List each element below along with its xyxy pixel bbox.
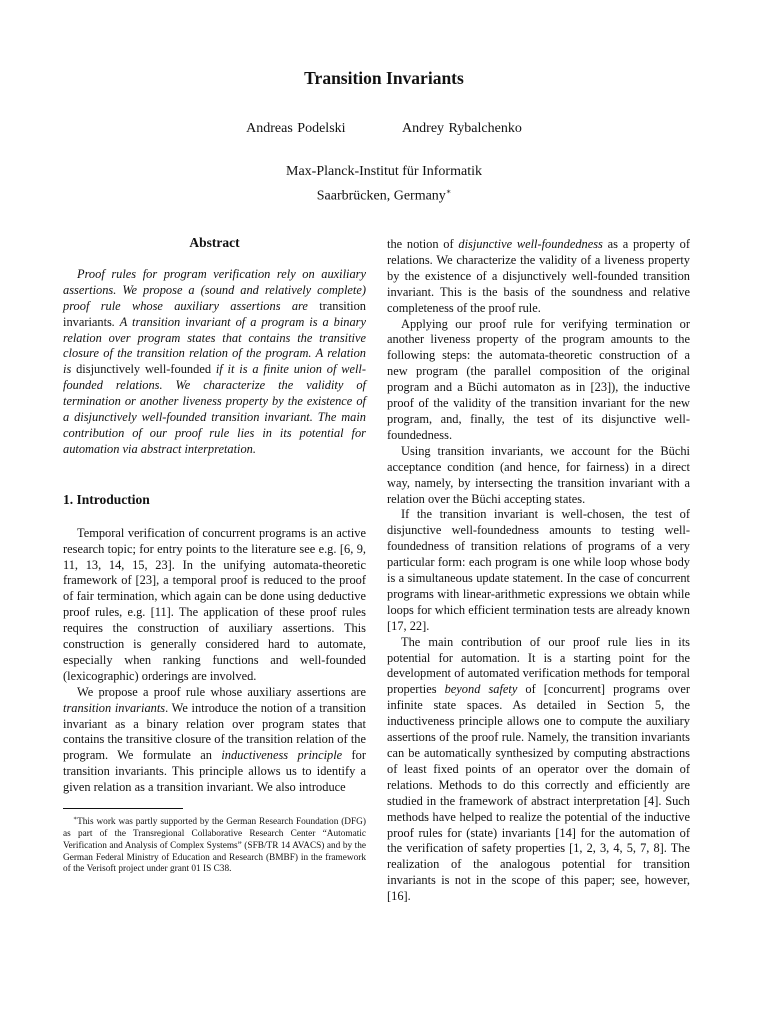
abstract-text-3: if it is a finite union of well-founded relations. We characterize the validity of termination or another liveness property by the existence of a disjunctively well-founded transition invariant. The main contribution of our proof rule lies in its potential for automation via abstract interpretation. xyxy=(63,362,366,456)
affiliation-institute: Max-Planck-Institut für Informatik xyxy=(286,164,482,179)
footnote-mark: ∗ xyxy=(73,816,78,823)
footnote-marker: ∗ xyxy=(445,187,452,196)
right-paragraph-3: Using transition invariants, we account for the Büchi acceptance condition (and hence, for fairness) in a direct way, namely, by intersecting the transition invariant with a relation over the Büchi accepting states. xyxy=(387,443,690,506)
left-column xyxy=(63,235,366,876)
author-name: Andreas Podelski xyxy=(246,121,346,136)
footnote-divider xyxy=(63,808,183,809)
section-heading-introduction: 1. Introduction xyxy=(63,491,150,507)
intro-paragraph-1: Temporal verification of concurrent programs is an active research topic; for entry points to the literature see e.g. [6, 9, 11, 13, 14, 15, 23]. In the unifying automata-theoretic framework of [23], a temporal proof is reduced to the proof of fair termination, which again can be done using deductive proof rules, e.g. [11]. The application of these proof rules requires the construction of auxiliary assertions. This construction is generally considered hard to automate, especially when ranking functions and well-founded (lexicographic) orderings are involved. xyxy=(63,525,366,683)
paper-title: Transition Invariants xyxy=(304,68,464,88)
affiliation-location: Saarbrücken, Germany xyxy=(316,188,446,204)
abstract-term-disjunctively-well-founded: disjunctively well-founded xyxy=(76,362,212,377)
intro-term-inductiveness-principle: inductiveness principle xyxy=(221,748,343,763)
footnote-text: This work was partly supported by the German Research Foundation (DFG) as part of the Transregional Collaborative Research Center “Automatic Verification and Analysis of Complex Systems” (SFB/TR 14 AVACS) and by the German Federal Ministry of Education and Research (BMBF) in the framework of the Verisoft project under grant 01 IS C38. xyxy=(63,817,366,875)
right-p5-text-a: The main contribution of our proof rule lies in its potential for automation. It is a starting point for the development of automated verification methods for temporal properties xyxy=(387,634,690,697)
right-p1-text-a: the notion of xyxy=(387,237,459,251)
right-paragraph-5 xyxy=(387,635,690,905)
right-p1-text-b: as a property of relations. We characterize the validity of a liveness property by the existence of a disjunctively well-founded transition invariant. This is the basis of the soundness and relative completeness of the proof rule. xyxy=(387,237,690,315)
intro-p2-text-b: . We introduce the notion of a transition invariant as a binary relation over program states that contains the transitive closure of the transition relation of the program. We formulate an xyxy=(63,700,366,763)
abstract-term-transition-invariants: transition invariants xyxy=(63,298,366,329)
abstract-paragraph xyxy=(63,267,366,458)
footnote xyxy=(63,814,366,876)
author-name: Andrey Rybalchenko xyxy=(402,121,522,136)
right-paragraph-1 xyxy=(387,237,690,317)
right-term-beyond-safety: beyond safety xyxy=(444,682,518,697)
affiliation-location-line xyxy=(0,182,768,207)
abstract-text-1: Proof rules for program verification rely on auxiliary assertions. We propose a (sound and relatively complete) proof rule whose auxiliary assertions are xyxy=(63,266,366,313)
affiliation xyxy=(0,162,768,207)
abstract-text-2: . A transition invariant of a program is a binary relation over program states that contains the transitive closure of the transition relation of the program. A relation is xyxy=(63,314,366,377)
intro-p2-text-a: We propose a proof rule whose auxiliary assertions are xyxy=(77,684,366,699)
right-column xyxy=(387,237,690,905)
right-paragraph-4: If the transition invariant is well-chosen, the test of disjunctive well-foundedness amounts to testing well-foundedness of transition relations of programs of a very particular form: each program is one while loop whose body is a simultaneous update statement. In the case of concurrent programs with linear-arithmetic expressions we obtain while loops for which efficient termination tests are already known [17, 22]. xyxy=(387,507,690,633)
author-list xyxy=(0,121,768,137)
intro-p2-text-c: for transition invariants. This principle allows us to identify a given relation as a transition invariant. We also introduce xyxy=(63,748,366,795)
right-paragraph-2: Applying our proof rule for verifying termination or another liveness property of the program amounts to the following steps: the automata-theoretic construction of a new program (the parallel composition of the original program and a Büchi automaton as in [23]), the inductive proof of the validity of the transition invariant for the new program, and, finally, the test of its disjunctive well-foundedness. xyxy=(387,316,690,442)
intro-term-transition-invariants: transition invariants xyxy=(63,700,166,715)
right-p5-text-b: of [concurrent] programs over infinite state spaces. As detailed in Section 5, the inductiveness principle allows one to compute the auxiliary assertions of the proof rule. Namely, the transition invariants can be automatically synthesized by computing abstractions of least fixed points of an operator over the domain of relations. Methods to do this correctly and efficiently are studied in the framework of abstract interpretation [4]. Such methods have helped to realize the potential of the inductive proof rules for (state) invariants [14] for the automation of the verification of safety properties [1, 2, 3, 4, 5, 7, 8]. The realization of the analogous potential for transition invariants is not in the scope of this paper; see, however, [16]. xyxy=(387,682,690,904)
right-term-disjunctive-well-foundedness: disjunctive well-foundedness xyxy=(458,237,603,251)
intro-paragraph-2 xyxy=(63,685,366,796)
abstract-heading: Abstract xyxy=(189,235,240,250)
